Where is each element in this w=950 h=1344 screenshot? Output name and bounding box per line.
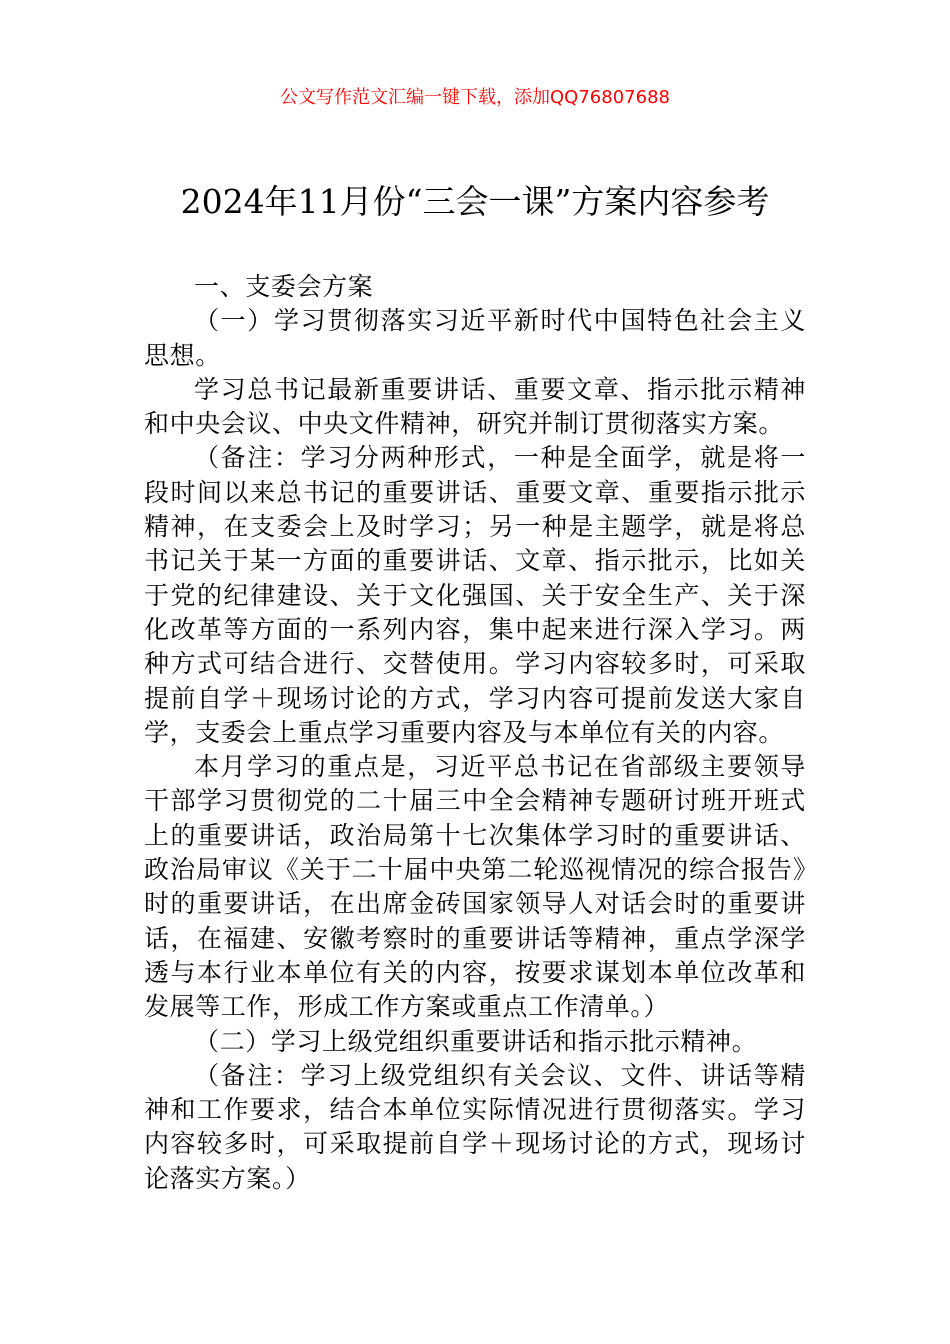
body-paragraph: 本月学习的重点是，习近平总书记在省部级主要领导干部学习贯彻党的二十届三中全会精神专题研讨班开班式上的重要讲话，政治局第十七次集体学习时的重要讲话、政治局审议《关于二十届中央第二轮巡视情况的综合报告》时的重要讲话，在出席金砖国家领导人对话会时的重要讲话，在福建、安徽考察时的重要讲话等精神，重点学深学透与本行业本单位有关的内容，按要求谋划本单位改革和发展等工作，形成工作方案或重点工作清单。） bbox=[144, 752, 806, 1022]
section-heading: 一、支委会方案 bbox=[194, 272, 374, 301]
note-paragraph: （备注：学习分两种形式，一种是全面学，就是将一段时间以来总书记的重要讲话、重要文章、重要指示批示精神，在支委会上及时学习；另一种是主题学，就是将总书记关于某一方面的重要讲话、文章、指示批示，比如关于党的纪律建设、关于文化强国、关于安全生产、关于深化改革等方面的一系列内容，集中起来进行深入学习。两种方式可结合进行、交替使用。学习内容较多时，可采取提前自学＋现场讨论的方式，学习内容可提前发送大家自学，支委会上重点学习重要内容及与本单位有关的内容。 bbox=[144, 443, 806, 747]
promo-header: 公文写作范文汇编一键下载，添加QQ76807688 bbox=[280, 87, 670, 108]
note-paragraph: （备注：学习上级党组织有关会议、文件、讲话等精神和工作要求，结合本单位实际情况进行贯彻落实。学习内容较多时，可采取提前自学＋现场讨论的方式，现场讨论落实方案。） bbox=[144, 1060, 806, 1193]
subsection-heading: （一）学习贯彻落实习近平新时代中国特色社会主义思想。 bbox=[144, 306, 806, 370]
body-paragraph: 学习总书记最新重要讲话、重要文章、指示批示精神和中央会议、中央文件精神，研究并制订贯彻落实方案。 bbox=[144, 374, 806, 439]
page-title: 2024年11月份“三会一课”方案内容参考 bbox=[180, 182, 770, 221]
subsection-heading: （二）学习上级党组织重要讲话和指示批示精神。 bbox=[194, 1026, 758, 1056]
document-body bbox=[144, 270, 806, 1196]
